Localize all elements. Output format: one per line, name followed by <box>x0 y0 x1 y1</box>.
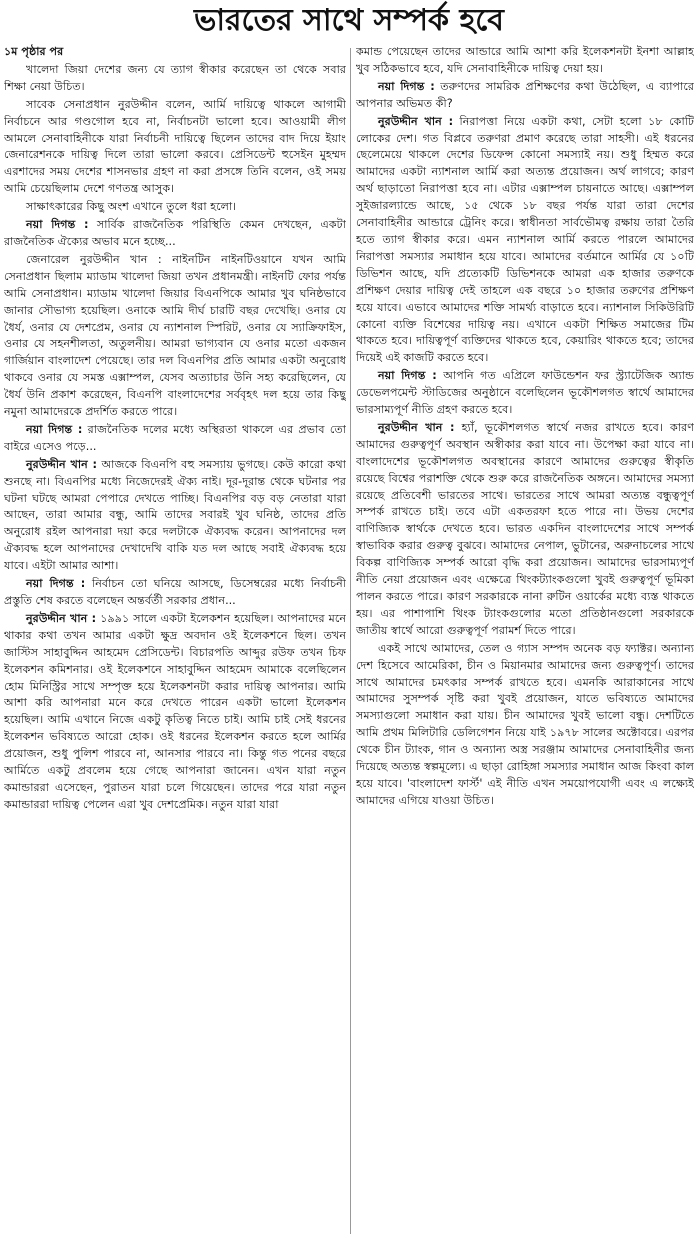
paragraph-text: নিরাপত্তা নিয়ে একটা কথা, সেটা হলো ১৮ কোটি লোকের দেশ। গত বিপ্লবে তরুণরা প্রমাণ করেছে তারা সাহসী। এই ধরনের ছেলেমেয়ে থাকলে দেশের ডিফেন্স কোনো সমস্যাই নয়। শুধু হিম্মত করে আমাদের একটা ন্যাশনাল আর্মি করা অত্যন্ত প্রয়োজন। অর্থ লাগবে; কারণ অর্থ ছাড়াতো নিরাপত্তা হবে না। এটার এক্সাম্পল চায়নাতে আছে। এক্সাম্পল সুইজারল্যান্ডে আছে, ১৫ থেকে ১৮ বছর পর্যন্ত যারা তারা দেশের সেনাবাহিনীর আন্ডারে ট্রেনিং করে। স্বাধীনতা সার্বভৌমত্ব রক্ষায় তারা তৈরি হতে ত্যাগ স্বীকার করে। এমন ন্যাশনাল আর্মি করতে পারলে আমাদের নিরাপত্তা সমস্যার সমাধান হয়ে যাবে। আমাদের বর্তমানে আর্মির যে ১০টি ডিভিশন আছে, যদি প্রত্যেকটি ডিভিশনকে আমরা এক হাজার তরুণকে প্রশিক্ষণ দেয়ার দায়িত্ব দেই তাহলে এক বছরে ১০ হাজার তরুণের প্রশিক্ষণ হয়ে যাবে। এভাবে আমাদের শক্তি সামর্থ্য বাড়াতে হবে। ন্যাশনাল সিকিউরিটি কোনো ব্যক্তি বিশেষের দায়িত্ব নয়। এখানে একটা শিক্ষিত সমাজের টিম থাকতে হবে। দায়িত্বপূর্ণ ব্যক্তিদের থাকতে হবে, কেয়ারিং থাকতে হবে; তাদের দিয়েই এই কাজটি করতে হবে। <box>356 114 694 365</box>
speaker-label: নয়া দিগন্ত : <box>378 369 437 383</box>
article-paragraph <box>4 611 346 814</box>
column-divider <box>350 48 351 1234</box>
speaker-label: নয়া দিগন্ত : <box>26 218 89 232</box>
speaker-label: নয়া দিগন্ত : <box>378 79 435 93</box>
article-paragraph <box>356 114 694 368</box>
paragraph-text: কমান্ড পেয়েছেন তাদের আন্ডারে আমি আশা করি ইলেকশনটা ইনশা আল্লাহ খুব সঠিকভাবে হবে, যদি সেনাবাহিনীকে দায়িত্ব দেয়া হয়। <box>356 45 694 75</box>
left-column <box>4 44 346 1234</box>
speaker-label: নুরউদ্দীন খান : <box>378 114 454 128</box>
continuation-label: ১ম পৃষ্ঠার পর <box>4 45 64 58</box>
paragraph-text: ১৯৯১ সালে একটা ইলেকশন হয়েছিল। আপনাদের মনে থাকার কথা তখন আমার একটা ক্ষুদ্র অবদান ওই ইলেকশনে ছিল। তখন জাস্টিস সাহাবুদ্দিন আহমেদ প্রেসিডেন্ট। বিচারপতি আব্দুর রউফ তখন চিফ ইলেকশন কমিশনার। ওই ইলেকশনে সাহাবুদ্দিন আহমেদ আমাকে বলেছিলেন হোম মিনিস্ট্রির সাথে সম্পৃক্ত হয়ে ইলেকশনটা করার দায়িত্ব আপনার। আমি আশা করি আপনারা মনে করে দেখতে পারেন একটা ভালো ইলেকশন হয়েছিল। আমি এখানে নিজে একটু কৃতিত্ব নিতে চাই। আমি চাই সেই ধরনের ইলেকশন ভবিষ্যতে আরো হোক। ওই ধরনের ইলেকশন করতে হলে আর্মির প্রয়োজন, শুধু পুলিশ পারবে না, আনসার পারবে না। কিন্তু গত পনের বছরে আর্মিতে একটু প্রবলেম হয়ে গেছে আপনারা জানেন। এখন যারা নতুন কমান্ডাররা এসেছেন, পুরাতন যারা চলে গিয়েছেন। তাদের পরে যারা নতুন কমান্ডাররা দায়িত্ব পেলেন এরা খুব দেশপ্রেমিক। নতুন যারা যারা <box>4 611 346 811</box>
article-paragraph <box>356 44 694 78</box>
paragraph-text: সাক্ষাৎকারের কিছু অংশ এখানে তুলে ধরা হলো। <box>26 200 237 214</box>
speaker-label: নুরউদ্দীন খান : <box>26 611 97 625</box>
article-paragraph <box>4 422 346 456</box>
paragraph-text: তরুণদের সামরিক প্রশিক্ষণের কথা উঠেছিল, এ ব্যাপারে আপনার অভিমত কী? <box>356 79 694 110</box>
article-paragraph <box>356 641 694 810</box>
speaker-label: নয়া দিগন্ত : <box>26 422 83 436</box>
speaker-label: নুরউদ্দীন খান : <box>378 420 455 434</box>
paragraph-text: নির্বাচন তো ঘনিয়ে আসছে, ডিসেম্বরের মধ্যে নির্বাচনী প্রস্তুতি শেষ করতে বলেছেন অন্তর্বর্তী সরকার প্রধান... <box>4 577 346 607</box>
article-paragraph <box>356 79 694 113</box>
headline: ভারতের সাথে সম্পর্ক হবে <box>193 3 505 38</box>
article-paragraph <box>4 576 346 610</box>
article-paragraph <box>4 252 346 421</box>
article-paragraph <box>4 457 346 575</box>
article-paragraph <box>356 368 694 419</box>
paragraph-text: খালেদা জিয়া দেশের জন্য যে ত্যাগ স্বীকার করেছেন তা থেকে সবার শিক্ষা নেয়া উচিত। <box>4 62 346 93</box>
article-paragraph <box>4 62 346 96</box>
paragraph-text: সাবেক সেনাপ্রধান নুরউদ্দীন বলেন, আর্মি দায়িত্বে থাকলে আগামী নির্বাচনে আর গণ্ডগোল হবে না, নির্বাচনটা ভালো হবে। আওয়ামী লীগ আমলে সেনাবাহিনীকে যারা নির্বাচনী দায়িত্বে ছিলেন তাদের বাদ দিয়ে ইয়াং জেনারেশনকে দায়িত্ব দিলে তারা ভালো করবে। প্রেসিডেন্ট হুসেইন মুহম্মদ এরশাদের সময় দেশের শাসনভার গ্রহণ না করা প্রসঙ্গে তিনি বলেন, ওই সময় আমি চেয়েছিলাম দেশে গণতন্ত্র আসুক। <box>4 97 346 196</box>
article-paragraph <box>4 97 346 198</box>
article-paragraph <box>4 199 346 216</box>
paragraph-text: সার্বিক রাজনৈতিক পরিস্থিতি কেমন দেখছেন, একটা রাজনৈতিক ঐক্যের অভাব মনে হচ্ছে... <box>4 218 346 248</box>
speaker-label: নয়া দিগন্ত : <box>26 577 86 591</box>
article-paragraph <box>356 420 694 640</box>
paragraph-text: রাজনৈতিক দলের মধ্যে অস্থিরতা থাকলে এর প্রভাব তো বাইরে এসেও পড়ে... <box>4 422 346 453</box>
paragraph-text: একই সাথে আমাদের, তেল ও গ্যাস সম্পদ অনেক বড় ফ্যাক্টর। অন্যান্য দেশ হিসেবে আমেরিকা, চীন ও মিয়ানমার আমাদের জন্য গুরুত্বপূর্ণ। তাদের সাথে আমাদের চমৎকার সম্পর্ক রাখতে হবে। এমনকি আরাকানের সাথে আমাদের সুসম্পর্ক সৃষ্টি করা খুবই প্রয়োজন, যাতে ভবিষ্যতে আমাদের সমস্যাগুলো সমাধান করা যায়। চীন আমাদের খুবই ভালো বন্ধু। দেশটিতে আমি প্রথম মিলিটারি ডেলিগেশন নিয়ে যাই ১৯৭৮ সালের অক্টোবরে। এরপর থেকে চীন ট্যাংক, গান ও অন্যান্য অস্ত্র সরঞ্জাম আমাদের সেনাবাহিনীর জন্য দিয়েছে অত্যন্ত স্বল্পমূল্যে। এ ছাড়া রোহিঙ্গা সমস্যার সমাধান আজ কিংবা কাল হয়ে যাবে। 'বাংলাদেশ ফার্স্ট' এই নীতি এখন সময়োপযোগী এবং এ লক্ষ্যেই আমাদের এগিয়ে যাওয়া উচিত। <box>356 641 694 807</box>
paragraph-text: আজকে বিএনপি বহু সমস্যায় ভুগছে। কেউ কারো কথা শুনছে না। বিএনপির মধ্যে নিজেদেরই ঐক্য নাই। দূর-দূরান্ত থেকে ঘটনার পর ঘটনা ঘটছে আমরা পেপারে দেখতে পাচ্ছি। বিএনপির বড় বড় নেতারা যারা আছেন, তারা আমার বন্ধু, আমি তাদের সবারই খুব ঘনিষ্ঠ, তাদের প্রতি অনুরোধ রইল আপনারা দয়া করে দলটাকে ঐক্যবদ্ধ করেন। আপনাদের দল ঐক্যবদ্ধ হলে আপনাদের দেখাদেখি বাকি যত দল আছে সবাই ঐক্যবদ্ধ হয়ে যাবে। এইটা আমার আশা। <box>4 457 346 573</box>
paragraph-text: আপনি গত এপ্রিলে ফাউন্ডেশন ফর স্ট্র্যাটেজিক অ্যান্ড ডেভেলপমেন্ট স্টাডিজের অনুষ্ঠানে বলেছিলেন ভূকৌশলগত স্বার্থে আমাদের ভারসাম্যপূর্ণ নীতি গ্রহণ করতে হবে। <box>356 369 694 417</box>
paragraph-text: জেনারেল নুরউদ্দীন খান : নাইনটিন নাইনটিওয়ানে যখন আমি সেনাপ্রধান ছিলাম ম্যাডাম খালেদা জিয়া তখন প্রধানমন্ত্রী। নাইনটি ফোর পর্যন্ত আমি সেনাপ্রধান। ম্যাডাম খালেদা জিয়ার বিএনপিকে আমার খুব ঘনিষ্ঠভাবে জানার সৌভাগ্য হয়েছিল। ওনাকে আমি দীর্ঘ চারটি বছর দেখেছি। ওনার যে ধৈর্য, ওনার যে দেশপ্রেম, ওনার যে ন্যাশনাল স্পিরিট, ওনার যে স্যাক্রিফাইস, ওনার যে সহনশীলতা, অতুলনীয়। আমরা ভাগ্যবান যে ওনার মতো একজন গার্জিয়ান বাংলাদেশ পেয়েছে। তার দল বিএনপির প্রতি আমার একটা অনুরোধ থাকবে ওনার যে সমস্ত এক্সাম্পল, যেসব অত্যাচার উনি সহ্য করেছিলেন, যে ধৈর্য উনি প্রকাশ করেছেন, বিএনপি বাংলাদেশের সর্ববৃহৎ দল হয়ে তার কিছু নমুনা আমাদেরকে প্রদর্শিত করতে পারে। <box>4 252 346 419</box>
article-paragraph <box>4 217 346 251</box>
right-column <box>356 44 694 1234</box>
speaker-label: নুরউদ্দীন খান : <box>26 457 97 471</box>
paragraph-text: হ্যাঁ, ভূকৌশলগত স্বার্থে নজর রাখতে হবে। কারণ আমাদের গুরুত্বপূর্ণ অবস্থান অস্বীকার করা যাবে না। উপেক্ষা করা যাবে না। বাংলাদেশের ভূকৌশলগত অবস্থানের কারণে আমাদের গুরুত্বের স্বীকৃতি রয়েছে বিশ্বের পরাশক্তি থেকে শুরু করে রাজনৈতিক অঙ্গনে। আমাদের সমস্যা রয়েছে প্রতিবেশী ভারতের সাথে। ভারতের সাথে আমরা অত্যন্ত বন্ধুত্বপূর্ণ সম্পর্ক রাখতে চাই। তবে এটা একতরফা হতে পারে না। উভয় দেশের বাণিজ্যিক স্বার্থকে দেখতে হবে। ভারত একদিন বাংলাদেশের সাথে সম্পর্ক স্বাভাবিক করার গুরুত্ব বুঝবে। আমাদের নেপাল, ভুটানের, অরুনাচলের সাথে বিকল্প বাণিজ্যিক সম্পর্ক আরো বৃদ্ধি করা প্রয়োজন। আমাদের ভারসাম্যপূর্ণ নীতি নেয়া প্রয়োজন এবং এক্ষেত্রে থিংকট্যাংকগুলো খুবই গুরুত্বপূর্ণ ভূমিকা পালন করতে পারে। কারণ সরকারকে নানা রুটিন ওয়ার্কের মধ্যে ব্যস্ত থাকতে হয়। এর পাশাপাশি থিংক ট্যাংকগুলোর মতো প্রতিষ্ঠানগুলো সরকারকে জাতীয় স্বার্থে আরো গুরুত্বপূর্ণ পরামর্শ দিতে পারে। <box>356 420 694 637</box>
